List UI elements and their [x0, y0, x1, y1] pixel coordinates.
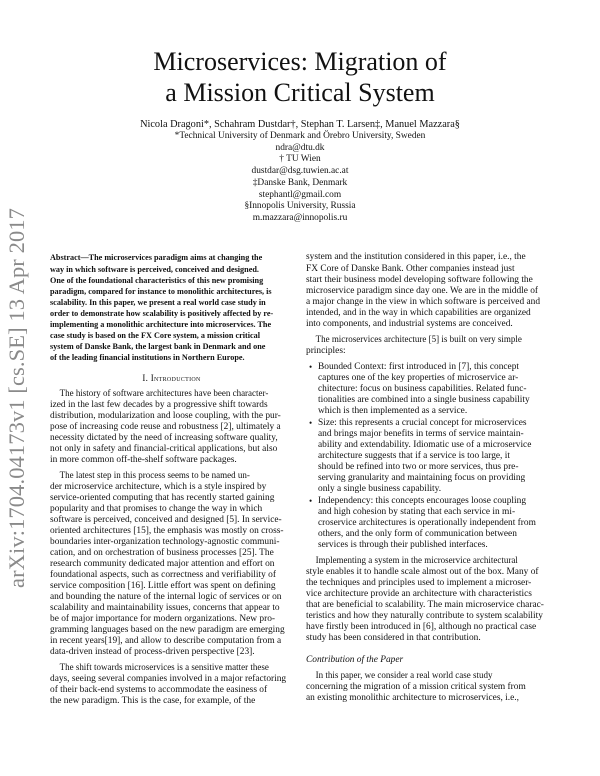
text-line: The latest step in this process seems to be named un- — [59, 471, 250, 481]
text-line: others, and the only form of communication between — [318, 529, 517, 539]
text-line: study has been considered in that contribution. — [306, 633, 481, 643]
text-line: intended, and in the way in which capabilities are organized — [306, 308, 531, 318]
text-line: tionalities are combined into a single business capability — [318, 395, 530, 405]
text-line: have firstly been introduced in [6], although no practical case — [306, 622, 537, 632]
text-line: captures one of the key properties of microservice ar- — [318, 373, 519, 383]
abstract-line: scalability. In this paper, we present a real world case study in — [50, 298, 266, 307]
text-line: style enables it to handle scale almost out of the box. Many of — [306, 567, 539, 577]
text-line: pose of increasing code reuse and robustness [2], ultimately a — [50, 422, 281, 432]
text-line: be of major importance for modern organizations. New pro- — [50, 614, 276, 624]
text-line: in more common off-the-shelf software packages. — [50, 455, 237, 465]
text-line: research community dedicated major attention and effort on — [50, 559, 275, 569]
abstract-line: system of Danske Bank, the largest bank in Denmark and one — [50, 342, 266, 351]
author-email: stephantl@gmail.com — [258, 189, 342, 200]
text-line: boundaries inter-organization technology-agnostic communi- — [50, 537, 280, 547]
text-line: principles: — [306, 346, 346, 356]
section-heading: I. Introduction — [142, 373, 201, 383]
text-line: foundational aspects, such as correctness and verifiability of — [50, 570, 276, 580]
author-email: m.mazzara@innopolis.ru — [252, 212, 348, 223]
text-line: the new paradigm. This is the case, for example, of the — [50, 696, 256, 706]
abstract-line: Abstract—The microservices paradigm aims at changing the — [50, 253, 263, 262]
affiliation-line: ‡Danske Bank, Denmark — [252, 177, 348, 188]
text-line: only a single business capability. — [318, 484, 442, 494]
text-line: architecture suggests that if a service is too large, it — [318, 451, 510, 461]
bullet-marker: • — [309, 362, 313, 372]
abstract-line: One of the foundational characteristics of this new promising — [50, 276, 264, 285]
arxiv-stamp — [2, 205, 32, 590]
text-line: in recent years[19], and allow to describe computation from a — [50, 636, 282, 646]
text-line: concerning the migration of a mission critical system from — [306, 682, 526, 692]
text-line: serving granularity and maintaining focus on providing — [318, 473, 526, 483]
text-line: distribution, modularization and loose coupling, with the pur- — [50, 411, 281, 421]
text-line: croservice architectures is operationally independent from — [318, 518, 536, 528]
text-line: The history of software architectures have been character- — [59, 389, 269, 399]
text-line: scalability and maintainability issues, concerns that appear to — [50, 603, 280, 613]
text-line: services is through their published interfaces. — [318, 540, 488, 550]
affiliation-line: §Innopolis University, Russia — [244, 201, 356, 212]
text-line: In this paper, we consider a real world case study — [315, 671, 493, 681]
title-line: Microservices: Migration of — [153, 47, 447, 76]
author-email: dustdar@dsg.tuwien.ac.at — [251, 166, 349, 177]
text-line: not only in safety and financial-critical applications, but also — [50, 444, 278, 454]
text-line: cation, and on orchestration of business processes [25]. The — [50, 548, 274, 558]
text-line: days, seeing several companies involved in a major refactoring — [50, 674, 287, 684]
text-line: system and the institution considered in this paper, i.e., the — [306, 252, 526, 262]
abstract-line: implementing a monolithic architecture into microservices. The — [50, 320, 272, 329]
author-email: ndra@dtu.dk — [275, 142, 325, 153]
text-line: gramming languages based on the new paradigm are emerging — [50, 625, 285, 635]
abstract-line: of the leading financial institutions in Northern Europe. — [50, 353, 245, 362]
text-line: ized in the last few decades by a progressive shift towards — [50, 400, 268, 410]
text-line: into components, and industrial systems are conceived. — [306, 319, 513, 329]
text-line: a major change in the view in which software is perceived and — [306, 297, 541, 307]
text-line: start their business model developing software following the — [306, 275, 533, 285]
text-line: should be refined into two or more services, thus pre- — [318, 462, 519, 472]
text-line: which is then implemented as a service. — [318, 406, 468, 416]
text-line: service composition [16]. Little effort was spent on defining — [50, 581, 276, 591]
text-line: and brings major benefits in terms of service maintain- — [318, 429, 524, 439]
affiliation-line: *Technical University of Denmark and Örebro University, Sweden — [174, 131, 426, 141]
text-line: Independency: this concepts encourages loose coupling — [318, 496, 527, 506]
subsection-heading: Contribution of the Paper — [306, 655, 404, 665]
text-line: microservice paradigm since day one. We are in the middle of — [306, 286, 539, 296]
title-line: a Mission Critical System — [165, 78, 435, 107]
text-line: ability and extendability. Idiomatic use of a microservice — [318, 440, 532, 450]
text-line: vice architecture provide an architecture with characteristics — [306, 589, 532, 599]
text-line: necessity dictated by the need of increasing software quality, — [50, 433, 278, 443]
text-line: The shift towards microservices is a sensitive matter these — [59, 663, 269, 673]
text-line: of their back-end systems to accommodate the easiness of — [50, 685, 268, 695]
text-line: FX Core of Danske Bank. Other companies instead just — [306, 264, 515, 274]
text-line: software is perceived, conceived and designed [5]. In service- — [50, 515, 282, 525]
text-line: and bounding the nature of the internal logic of services or on — [50, 592, 282, 602]
text-line: that are beneficial to scalability. The main microservice charac- — [306, 600, 544, 610]
text-line: an existing monolithic architecture to microservices, i.e., — [306, 693, 519, 703]
text-line: the techniques and principles used to implement a microser- — [306, 578, 532, 588]
text-line: der microservice architecture, which is a style inspired by — [50, 482, 267, 492]
arxiv-identifier: arXiv:1704.04173v1 [cs.SE] 13 Apr 2017 — [4, 207, 29, 588]
text-line: and high cohesion by stating that each service in mi- — [318, 507, 516, 517]
text-line: chitecture: focus on business capabilities. Related func- — [318, 384, 527, 394]
text-line: Size: this represents a crucial concept for microservices — [318, 418, 527, 428]
text-line: teristics and how they naturally contribute to system scalability — [306, 611, 543, 621]
text-line: data-driven instead of process-driven perspective [23]. — [50, 647, 255, 657]
text-line: The microservices architecture [5] is built on very simple — [315, 335, 522, 345]
abstract-line: way in which software is perceived, conceived and designed. — [50, 265, 259, 274]
abstract-line: order to demonstrate how scalability is positively affected by re- — [50, 309, 274, 318]
text-line: service-oriented computing that has recently started gaining — [50, 493, 275, 503]
affiliation-line: † TU Wien — [279, 154, 321, 165]
bullet-marker: • — [309, 496, 313, 506]
bullet-marker: • — [309, 418, 313, 428]
abstract-line: paradigm, compared for instance to monolithic architectures, is — [50, 287, 272, 296]
text-line: Implementing a system in the microservice architectural — [315, 556, 518, 566]
text-line: Bounded Context: first introduced in [7], this concept — [318, 362, 520, 372]
abstract-line: case study is based on the FX Core system, a mission critical — [50, 331, 260, 340]
author-names: Nicola Dragoni*, Schahram Dustdar†, Stephan T. Larsen‡, Manuel Mazzara§ — [140, 119, 460, 130]
author-block — [0, 118, 600, 225]
text-line: oriented architectures [15], the emphasis was mostly on cross- — [50, 526, 284, 536]
paper-title — [0, 46, 600, 108]
text-line: popularity and that promises to change the way in which — [50, 504, 263, 514]
